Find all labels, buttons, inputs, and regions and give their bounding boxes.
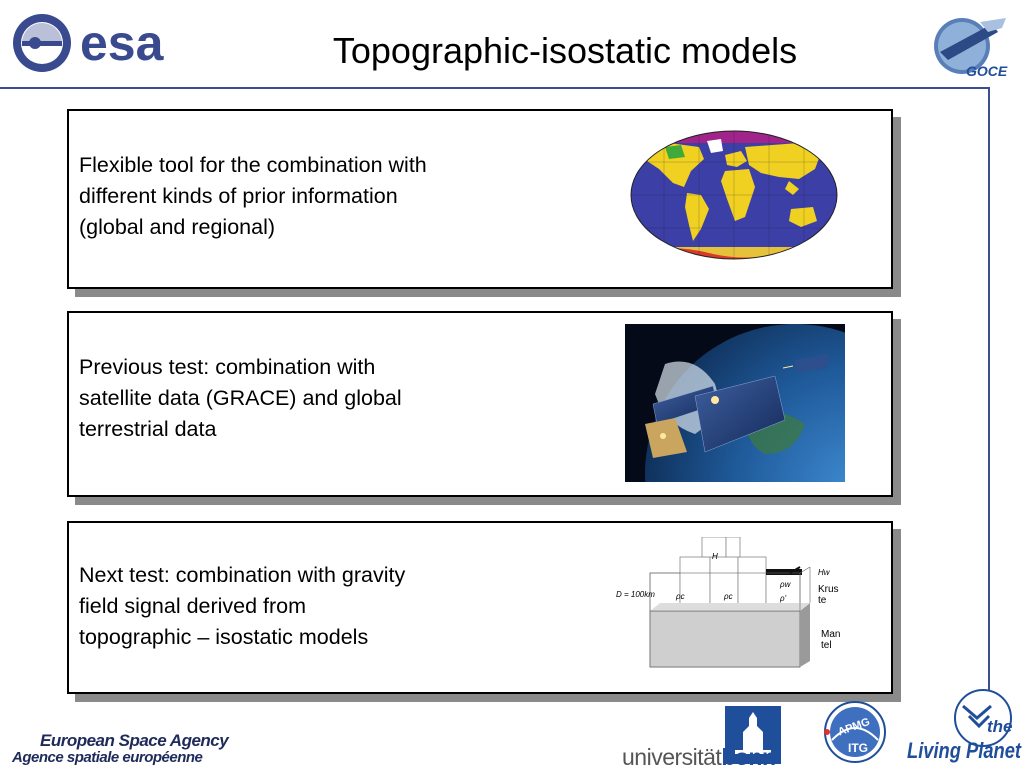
right-divider xyxy=(988,87,990,702)
goce-logo xyxy=(928,14,1020,84)
crust-label xyxy=(818,584,839,606)
text-line: terrestrial data xyxy=(79,417,217,441)
satellite-earth-icon xyxy=(625,324,845,482)
density-label: ρ' xyxy=(780,594,787,603)
university-bonn-text: bonn xyxy=(721,744,776,770)
content-box-1 xyxy=(67,109,893,289)
goce-logo-text: GOCE xyxy=(966,63,1008,79)
text-line: satellite data (GRACE) and global xyxy=(79,386,402,410)
living-planet-text: Living Planet xyxy=(907,738,1023,763)
density-label: ρc xyxy=(676,592,685,601)
crust-label-line: te xyxy=(818,595,827,606)
depth-label: D = 100km xyxy=(616,590,655,599)
text-line: Previous test: combination with xyxy=(79,355,376,379)
mantle-label-line: Man xyxy=(821,629,841,640)
esa-logo xyxy=(8,10,193,74)
university-name xyxy=(622,744,776,771)
text-line: (global and regional) xyxy=(79,215,276,239)
box-1-text xyxy=(79,150,427,243)
university-bonn-logo xyxy=(622,706,782,770)
agency-name-french: Agence spatiale européenne xyxy=(12,749,203,766)
world-map-icon xyxy=(629,129,839,261)
university-prefix: universität xyxy=(622,744,722,770)
text-line: Flexible tool for the combination with xyxy=(79,153,427,177)
living-planet-logo xyxy=(905,688,1023,766)
agency-name-english: European Space Agency xyxy=(40,731,229,750)
mantle-label xyxy=(821,629,840,651)
text-line: Next test: combination with gravity xyxy=(79,563,406,587)
living-planet-the: the xyxy=(987,717,1013,736)
content-box-3 xyxy=(67,521,893,694)
water-height-label: Hw xyxy=(818,568,830,577)
crust-mantle-diagram-icon xyxy=(604,537,844,677)
height-label: H xyxy=(712,552,718,561)
mantle-label-line: tel xyxy=(821,640,832,651)
density-label: ρw xyxy=(780,580,791,589)
header-divider xyxy=(0,87,990,89)
text-line: different kinds of prior information xyxy=(79,184,398,208)
text-line: field signal derived from xyxy=(79,594,307,618)
apmg-itg-logo xyxy=(822,696,888,766)
slide-title: Topographic-isostatic models xyxy=(332,30,798,71)
density-label: ρc xyxy=(724,592,733,601)
itg-text: ITG xyxy=(848,741,868,755)
content-box-2 xyxy=(67,311,893,497)
text-line: topographic – isostatic models xyxy=(79,625,369,649)
box-2-text xyxy=(79,352,402,445)
apmg-text: APMG xyxy=(836,715,872,739)
crust-label-line: Krus xyxy=(818,584,839,595)
esa-logo-text: esa xyxy=(80,15,164,71)
box-3-text xyxy=(79,560,405,653)
